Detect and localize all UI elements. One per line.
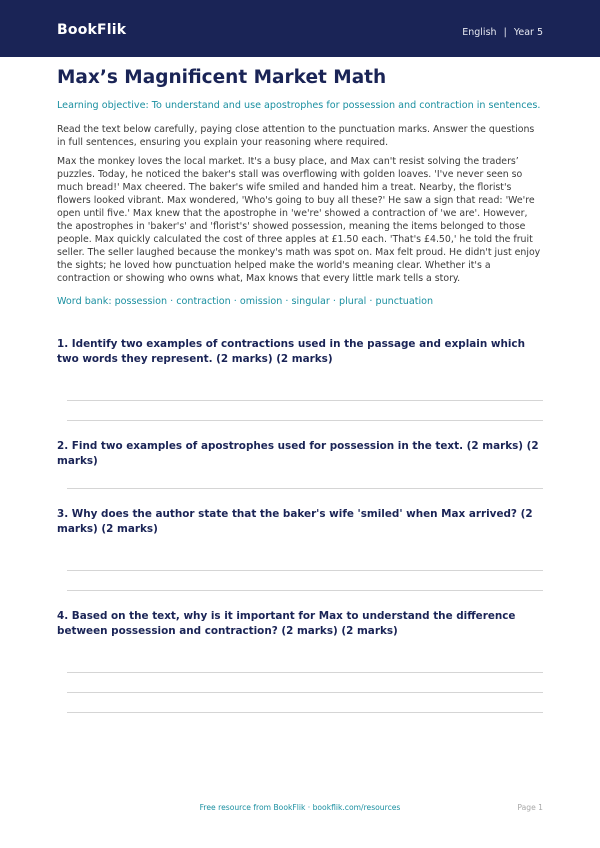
word-bank: Word bank: possession · contraction · omission · singular · plural · punctuation bbox=[57, 296, 434, 307]
question-4: 4. Based on the text, why is it important for Max to understand the difference between possession and contraction? (2 marks) (2 marks) bbox=[57, 610, 516, 637]
instructions: Read the text below carefully, paying close attention to the punctuation marks. Answer the questions in full sentences, ensuring you explain your reasoning where required. bbox=[57, 124, 535, 148]
meta-separator: | bbox=[503, 27, 507, 38]
learning-objective: Learning objective: To understand and use apostrophes for possession and contraction in sentences. bbox=[57, 100, 541, 111]
answer-line[interactable] bbox=[67, 570, 543, 571]
subject-label: English bbox=[462, 27, 497, 38]
answer-line[interactable] bbox=[67, 420, 543, 421]
answer-line[interactable] bbox=[67, 488, 543, 489]
page-number: Page 1 bbox=[517, 803, 543, 812]
answer-line[interactable] bbox=[67, 672, 543, 673]
answer-line[interactable] bbox=[67, 590, 543, 591]
answer-line[interactable] bbox=[67, 712, 543, 713]
reading-passage: Max the monkey loves the local market. It's a busy place, and Max can't resist solving the traders’ puzzles. Today, he noticed the baker's stall was overflowing with golden loaves. 'I've never seen so much bread!' Max cheered. The baker's wife smiled and handed him a treat. Nearby, the florist's flowers looked vibrant. Max wondered, 'Who's going to buy all these?' He saw a sign that read: 'We're open until five.' Max knew that the apostrophe in 'we're' showed a contraction of 'we are'. However, the apostrophes in 'baker's' and 'florist's' showed possession, meaning the items belonged to those people. Max quickly calculated the cost of three apples at £1.50 each. 'That's £4.50,' he told the fruit seller. The seller laughed because the monkey's math was spot on. Max felt proud. He didn't just enjoy the sights; he loved how punctuation helped make the world's meaning clear. Whether it's a contraction or showing who owns what, Max knows that every little mark tells a story. bbox=[57, 156, 541, 284]
question-2: 2. Find two examples of apostrophes used for possession in the text. (2 marks) (2 marks) bbox=[57, 440, 539, 467]
answer-line[interactable] bbox=[67, 400, 543, 401]
question-3: 3. Why does the author state that the baker's wife 'smiled' when Max arrived? (2 marks) (2 marks) bbox=[57, 508, 533, 535]
footer-credit-link[interactable]: Free resource from BookFlik · bookflik.com/resources bbox=[199, 803, 401, 812]
year-label: Year 5 bbox=[513, 27, 543, 38]
worksheet-content bbox=[57, 66, 543, 308]
page-title: Max’s Magnificent Market Math bbox=[57, 67, 387, 88]
page-header bbox=[0, 0, 600, 57]
brand-logo[interactable]: BookFlik bbox=[57, 22, 127, 38]
answer-line[interactable] bbox=[67, 692, 543, 693]
question-1: 1. Identify two examples of contractions used in the passage and explain which two words they represent. (2 marks) (2 marks) bbox=[57, 338, 525, 365]
subject-year bbox=[462, 27, 543, 38]
